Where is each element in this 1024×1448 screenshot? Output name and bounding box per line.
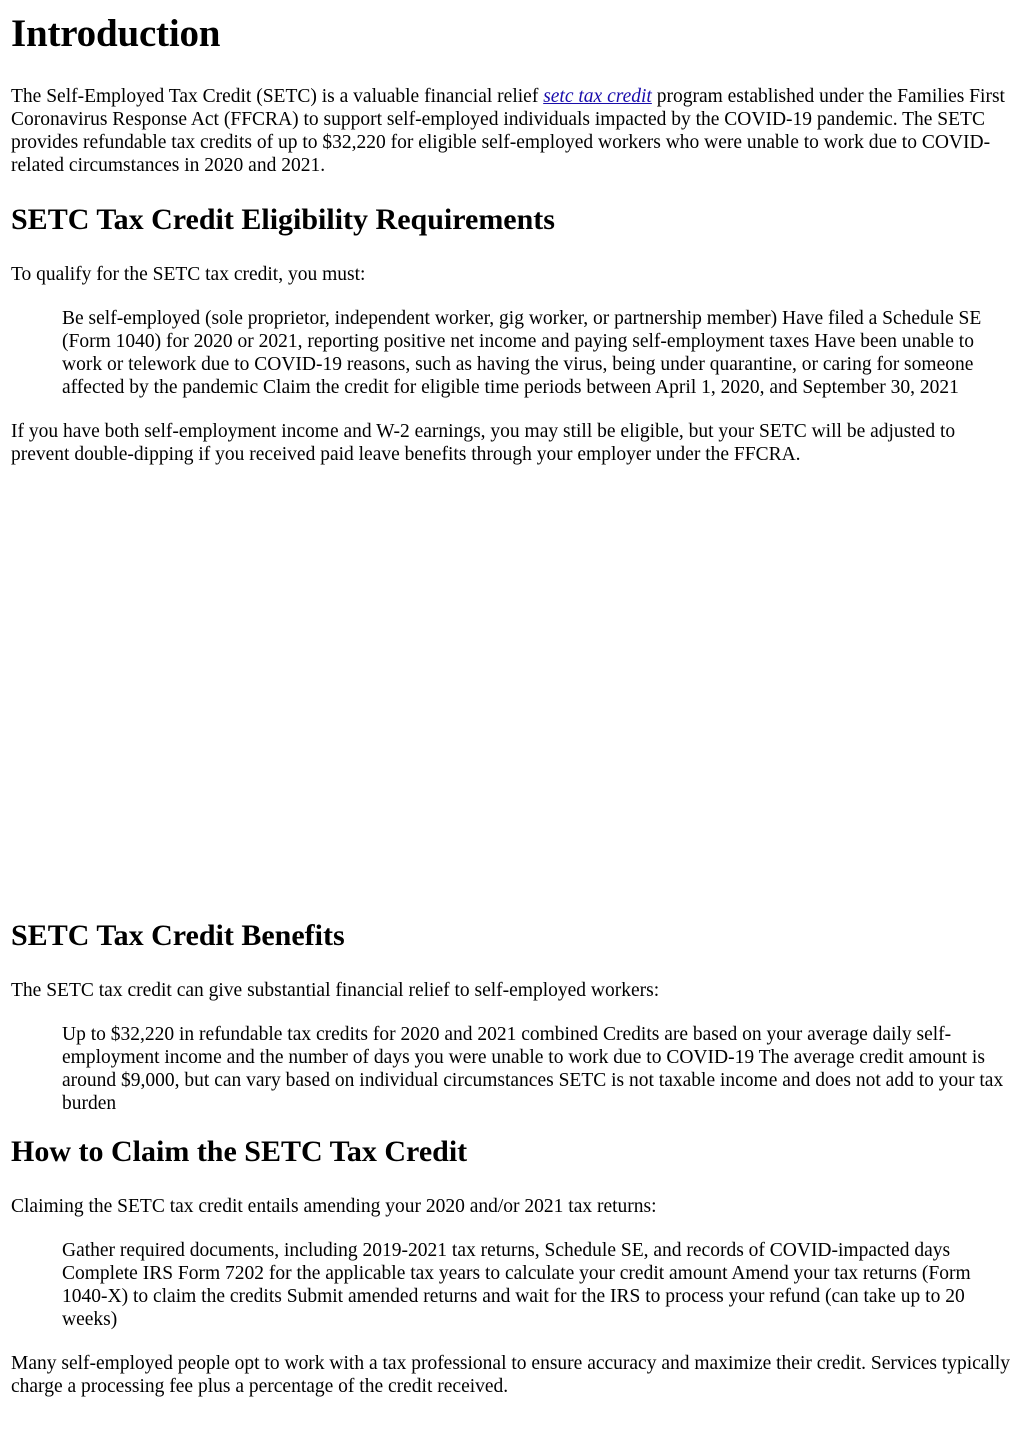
- eligibility-note-text: If you have both self-employment income and W-2 earnings, you may still be eligible, but your SETC will be adjusted to prevent double-dipping if you received paid leave benefits through your employer under the FFCRA.: [11, 421, 956, 465]
- claim-heading: How to Claim the SETC Tax Credit: [11, 1135, 468, 1168]
- intro-paragraph: [11, 85, 1013, 177]
- eligibility-requirements-block: Be self-employed (sole proprietor, independent worker, gig worker, or partnership member) Have filed a Schedule SE (Form 1040) for 2020 or 2021, reporting positive net income and paying self-employment taxes Have been unable to work or telework due to COVID-19 reasons, such as having the virus, being under quarantine, or caring for someone affected by the pandemic Claim the credit for eligible time periods between April 1, 2020, and September 30, 2021: [62, 308, 982, 398]
- eligibility-lead-text: To qualify for the SETC tax credit, you must:: [11, 264, 366, 285]
- benefits-lead-text: The SETC tax credit can give substantial financial relief to self-employed workers:: [11, 980, 660, 1001]
- page-title: Introduction: [11, 12, 221, 55]
- benefits-heading: SETC Tax Credit Benefits: [11, 919, 345, 952]
- setc-tax-credit-link[interactable]: setc tax credit: [543, 86, 652, 107]
- intro-text-end: program established under the Families First Coronavirus Response Act (FFCRA) to support self-employed individuals impacted by the COVID-19 pandemic. The SETC provides refundable tax credits of up to $32,220 for eligible self-employed workers who were unable to work due to COVID-related circumstances in 2020 and 2021.: [11, 86, 1005, 176]
- intro-text-start: The Self-Employed Tax Credit (SETC) is a valuable financial relief: [11, 86, 544, 107]
- claim-lead-text: Claiming the SETC tax credit entails amending your 2020 and/or 2021 tax returns:: [11, 1196, 657, 1217]
- article-content: [11, 0, 1013, 1398]
- claim-steps-block: Gather required documents, including 2019-2021 tax returns, Schedule SE, and records of COVID-impacted days Complete IRS Form 7202 for the applicable tax years to calculate your credit amount Amend your tax returns (Form 1040-X) to claim the credits Submit amended returns and wait for the IRS to process your refund (can take up to 20 weeks): [62, 1240, 971, 1330]
- claim-note-text: Many self-employed people opt to work with a tax professional to ensure accuracy and maximize their credit. Services typically charge a processing fee plus a percentage of the credit received.: [11, 1353, 1011, 1397]
- benefits-list-block: Up to $32,220 in refundable tax credits for 2020 and 2021 combined Credits are based on your average daily self-employment income and the number of days you were unable to work due to COVID-19 The average credit amount is around $9,000, but can vary based on individual circumstances SETC is not taxable income and does not add to your tax burden: [62, 1024, 1004, 1114]
- eligibility-heading: SETC Tax Credit Eligibility Requirements: [11, 203, 555, 236]
